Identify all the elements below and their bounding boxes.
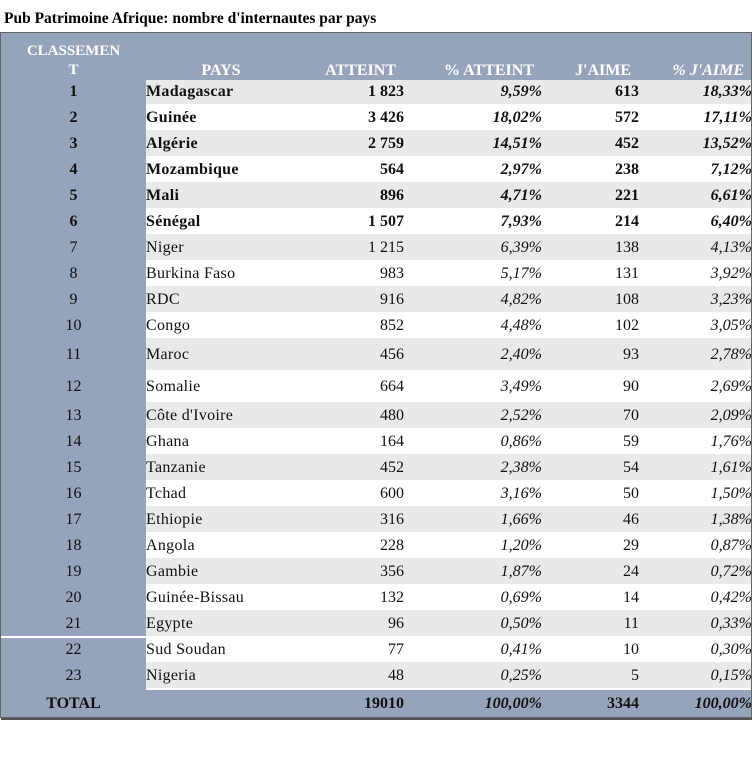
row-rank: 10 <box>1 313 146 339</box>
table-row <box>1 455 752 481</box>
row-reach-pct: 7,93% <box>404 209 542 235</box>
rank-header <box>1 32 146 80</box>
row-reach-pct: 1,66% <box>404 507 542 533</box>
row-likes: 572 <box>542 105 639 131</box>
row-likes: 24 <box>542 559 639 585</box>
row-likes-pct: 3,05% <box>639 313 752 339</box>
row-reach-pct: 5,17% <box>404 261 542 287</box>
row-rank: 19 <box>1 559 146 585</box>
row-reach-pct: 0,86% <box>404 429 542 455</box>
row-reach: 356 <box>296 559 404 585</box>
table-row <box>1 80 752 105</box>
row-rank: 11 <box>1 339 146 371</box>
row-reach: 164 <box>296 429 404 455</box>
table-row <box>1 663 752 689</box>
page-title: Pub Patrimoine Afrique: nombre d'internautes par pays <box>4 10 377 27</box>
total-likes: 3344 <box>542 689 639 719</box>
total-likes-pct: 100,00% <box>639 689 752 719</box>
row-likes: 46 <box>542 507 639 533</box>
total-reach: 19010 <box>296 689 404 719</box>
row-rank: 14 <box>1 429 146 455</box>
row-rank: 12 <box>1 371 146 403</box>
row-reach: 77 <box>296 637 404 663</box>
table-row <box>1 209 752 235</box>
row-reach: 664 <box>296 371 404 403</box>
row-reach: 96 <box>296 611 404 637</box>
row-likes-pct: 13,52% <box>639 131 752 157</box>
row-likes: 54 <box>542 455 639 481</box>
row-likes-pct: 0,72% <box>639 559 752 585</box>
total-row <box>1 689 752 719</box>
table-body <box>1 80 752 689</box>
table-row <box>1 611 752 637</box>
row-likes: 11 <box>542 611 639 637</box>
row-likes-pct: 4,13% <box>639 235 752 261</box>
row-reach-pct: 2,52% <box>404 403 542 429</box>
table-row <box>1 287 752 313</box>
row-reach: 983 <box>296 261 404 287</box>
row-rank: 9 <box>1 287 146 313</box>
row-rank: 4 <box>1 157 146 183</box>
row-country: Congo <box>146 313 296 339</box>
table-row <box>1 371 752 403</box>
row-likes: 29 <box>542 533 639 559</box>
row-likes: 102 <box>542 313 639 339</box>
row-reach: 916 <box>296 287 404 313</box>
row-reach: 1 215 <box>296 235 404 261</box>
row-reach: 896 <box>296 183 404 209</box>
row-reach-pct: 9,59% <box>404 80 542 105</box>
row-rank: 2 <box>1 105 146 131</box>
row-likes-pct: 0,33% <box>639 611 752 637</box>
row-reach: 1 823 <box>296 80 404 105</box>
row-country: Sénégal <box>146 209 296 235</box>
table-row <box>1 637 752 663</box>
row-reach-pct: 3,49% <box>404 371 542 403</box>
table-row <box>1 403 752 429</box>
row-reach: 132 <box>296 585 404 611</box>
row-rank: 3 <box>1 131 146 157</box>
row-rank: 22 <box>1 637 146 663</box>
stats-table <box>1 32 752 720</box>
table-row <box>1 105 752 131</box>
row-rank: 17 <box>1 507 146 533</box>
header-row <box>1 32 752 80</box>
row-reach: 852 <box>296 313 404 339</box>
row-country: Côte d'Ivoire <box>146 403 296 429</box>
row-reach-pct: 3,16% <box>404 481 542 507</box>
row-likes-pct: 0,30% <box>639 637 752 663</box>
row-likes-pct: 2,09% <box>639 403 752 429</box>
row-likes: 238 <box>542 157 639 183</box>
table-row <box>1 183 752 209</box>
row-reach-pct: 1,87% <box>404 559 542 585</box>
row-rank: 18 <box>1 533 146 559</box>
table-row <box>1 261 752 287</box>
row-likes: 108 <box>542 287 639 313</box>
row-likes-pct: 0,42% <box>639 585 752 611</box>
row-reach-pct: 0,50% <box>404 611 542 637</box>
row-likes: 5 <box>542 663 639 689</box>
row-rank: 6 <box>1 209 146 235</box>
row-likes-pct: 0,15% <box>639 663 752 689</box>
row-likes-pct: 3,23% <box>639 287 752 313</box>
country-header: PAYS <box>146 32 296 80</box>
row-likes-pct: 1,50% <box>639 481 752 507</box>
table-row <box>1 429 752 455</box>
row-reach-pct: 1,20% <box>404 533 542 559</box>
likes-pct-header: % J'AIME <box>639 32 752 80</box>
row-likes: 70 <box>542 403 639 429</box>
row-likes: 214 <box>542 209 639 235</box>
total-reach-pct: 100,00% <box>404 689 542 719</box>
table-row <box>1 481 752 507</box>
row-reach-pct: 2,97% <box>404 157 542 183</box>
row-rank: 13 <box>1 403 146 429</box>
total-empty <box>146 689 296 719</box>
row-reach: 480 <box>296 403 404 429</box>
row-rank: 15 <box>1 455 146 481</box>
row-rank: 16 <box>1 481 146 507</box>
row-reach-pct: 0,69% <box>404 585 542 611</box>
likes-header: J'AIME <box>542 32 639 80</box>
row-likes-pct: 18,33% <box>639 80 752 105</box>
row-likes: 10 <box>542 637 639 663</box>
row-country: Mozambique <box>146 157 296 183</box>
row-reach: 228 <box>296 533 404 559</box>
row-likes-pct: 17,11% <box>639 105 752 131</box>
row-likes-pct: 7,12% <box>639 157 752 183</box>
table-row <box>1 313 752 339</box>
row-rank: 23 <box>1 663 146 689</box>
row-reach-pct: 4,48% <box>404 313 542 339</box>
row-reach: 3 426 <box>296 105 404 131</box>
row-rank: 7 <box>1 235 146 261</box>
row-reach-pct: 6,39% <box>404 235 542 261</box>
row-country: Guinée <box>146 105 296 131</box>
row-likes-pct: 2,69% <box>639 371 752 403</box>
row-reach: 316 <box>296 507 404 533</box>
table-row <box>1 339 752 371</box>
table-row <box>1 559 752 585</box>
reach-pct-header: % ATTEINT <box>404 32 542 80</box>
row-country: Angola <box>146 533 296 559</box>
row-country: Algérie <box>146 131 296 157</box>
row-country: Nigeria <box>146 663 296 689</box>
row-likes-pct: 3,92% <box>639 261 752 287</box>
row-likes: 221 <box>542 183 639 209</box>
row-reach: 456 <box>296 339 404 371</box>
rank-header-line1: CLASSEMEN <box>26 43 121 59</box>
row-country: Guinée-Bissau <box>146 585 296 611</box>
row-country: Sud Soudan <box>146 637 296 663</box>
row-likes-pct: 2,78% <box>639 339 752 371</box>
row-country: Mali <box>146 183 296 209</box>
row-country: RDC <box>146 287 296 313</box>
reach-header: ATTEINT <box>296 32 404 80</box>
row-reach: 48 <box>296 663 404 689</box>
row-country: Gambie <box>146 559 296 585</box>
row-country: Egypte <box>146 611 296 637</box>
row-country: Somalie <box>146 371 296 403</box>
row-country: Niger <box>146 235 296 261</box>
row-reach-pct: 4,82% <box>404 287 542 313</box>
table-row <box>1 507 752 533</box>
row-likes-pct: 6,61% <box>639 183 752 209</box>
total-label: TOTAL <box>1 689 146 719</box>
row-rank: 20 <box>1 585 146 611</box>
row-likes-pct: 6,40% <box>639 209 752 235</box>
row-reach: 564 <box>296 157 404 183</box>
row-likes: 14 <box>542 585 639 611</box>
row-likes: 50 <box>542 481 639 507</box>
row-reach-pct: 14,51% <box>404 131 542 157</box>
table-row <box>1 157 752 183</box>
row-reach-pct: 2,40% <box>404 339 542 371</box>
row-country: Ghana <box>146 429 296 455</box>
row-reach-pct: 18,02% <box>404 105 542 131</box>
rank-header-line2: T <box>68 62 79 78</box>
row-reach: 2 759 <box>296 131 404 157</box>
row-rank: 5 <box>1 183 146 209</box>
row-country: Madagascar <box>146 80 296 105</box>
row-likes: 613 <box>542 80 639 105</box>
row-likes-pct: 0,87% <box>639 533 752 559</box>
row-likes-pct: 1,76% <box>639 429 752 455</box>
row-rank: 21 <box>1 611 146 637</box>
row-reach-pct: 4,71% <box>404 183 542 209</box>
row-country: Burkina Faso <box>146 261 296 287</box>
row-likes: 131 <box>542 261 639 287</box>
row-country: Ethiopie <box>146 507 296 533</box>
table-row <box>1 533 752 559</box>
row-likes-pct: 1,61% <box>639 455 752 481</box>
row-likes: 452 <box>542 131 639 157</box>
row-country: Maroc <box>146 339 296 371</box>
row-reach: 452 <box>296 455 404 481</box>
row-likes: 90 <box>542 371 639 403</box>
row-likes: 59 <box>542 429 639 455</box>
row-likes: 93 <box>542 339 639 371</box>
row-rank: 8 <box>1 261 146 287</box>
table-row <box>1 235 752 261</box>
row-rank: 1 <box>1 80 146 105</box>
row-reach: 600 <box>296 481 404 507</box>
row-reach-pct: 2,38% <box>404 455 542 481</box>
row-country: Tchad <box>146 481 296 507</box>
row-likes: 138 <box>542 235 639 261</box>
table-row <box>1 131 752 157</box>
table-row <box>1 585 752 611</box>
row-likes-pct: 1,38% <box>639 507 752 533</box>
row-country: Tanzanie <box>146 455 296 481</box>
row-reach-pct: 0,25% <box>404 663 542 689</box>
row-reach-pct: 0,41% <box>404 637 542 663</box>
row-reach: 1 507 <box>296 209 404 235</box>
